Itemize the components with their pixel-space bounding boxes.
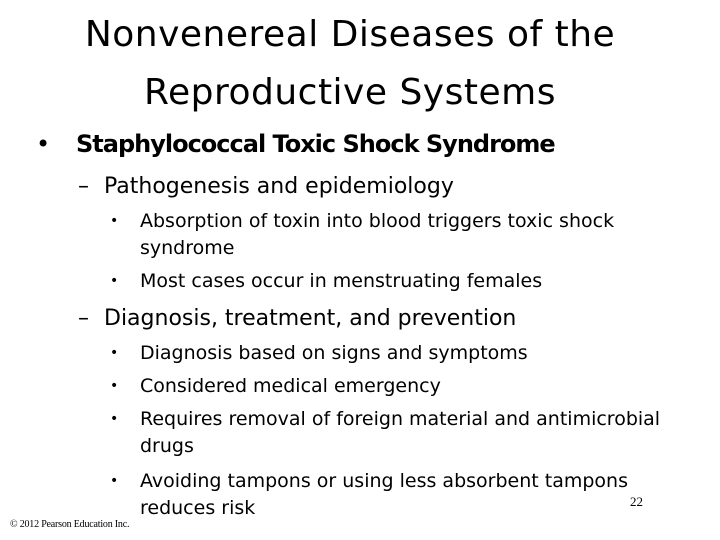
page-number: 22 — [630, 494, 643, 509]
list-item-text: Avoiding tampons or using less absorbent tampons reduces risk — [140, 470, 628, 519]
bullet-icon: • — [110, 411, 119, 427]
bullet-icon: • — [110, 473, 119, 489]
bullet-icon: • — [110, 213, 119, 229]
section-heading-text: Diagnosis, treatment, and prevention — [104, 306, 517, 331]
copyright-notice: © 2012 Pearson Education Inc. — [10, 519, 130, 530]
bullet-icon: • — [110, 345, 119, 361]
list-item-text: Diagnosis based on signs and symptoms — [140, 342, 528, 364]
list-item-text: Absorption of toxin into blood triggers toxic shock syndrome — [140, 210, 615, 259]
dash-icon: – — [78, 306, 89, 331]
list-item-text: Most cases occur in menstruating females — [140, 270, 543, 292]
title-line-1: Nonvenereal Diseases of the — [84, 14, 616, 55]
bullet-icon: • — [36, 130, 50, 158]
section-heading-text: Pathogenesis and epidemiology — [104, 174, 454, 199]
bullet-icon: • — [110, 378, 119, 394]
topic-text: Staphylococcal Toxic Shock Syndrome — [76, 130, 555, 158]
list-item-text: Requires removal of foreign material and antimicrobial drugs — [140, 408, 661, 457]
slide-title — [30, 16, 670, 132]
title-line-2: Reproductive Systems — [144, 72, 556, 113]
dash-icon: – — [78, 174, 89, 199]
bullet-icon: • — [110, 273, 119, 289]
list-item-text: Considered medical emergency — [140, 375, 441, 397]
